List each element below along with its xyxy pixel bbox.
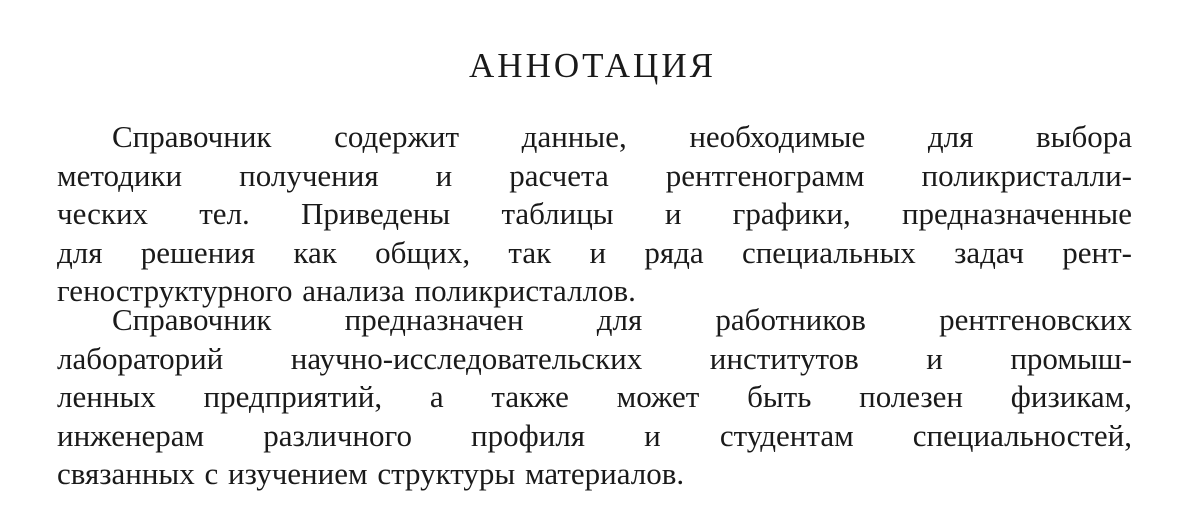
annotation-paragraph-1 xyxy=(57,118,1132,311)
paragraph-line: ческих тел. Приведены таблицы и графики, предназначенные xyxy=(57,196,1132,231)
paragraph-line: связанных с изучением структуры материалов. xyxy=(57,456,685,491)
page-title: АННОТАЦИЯ xyxy=(469,46,716,85)
paragraph-line: ленных предприятий, а также может быть полезен физикам, xyxy=(57,379,1132,414)
paragraph-line: для решения как общих, так и ряда специальных задач рент- xyxy=(57,234,1132,270)
paragraph-line: методики получения и расчета рентгенограмм поликристалли- xyxy=(57,157,1132,193)
paragraph-line: инженерам различного профиля и студентам специальностей, xyxy=(57,417,1132,453)
paragraph-line: Справочник предназначен для работников рентгеновских xyxy=(112,302,1132,337)
paragraph-line: лабораторий научно-исследовательских институтов и промыш- xyxy=(57,340,1132,376)
annotation-paragraph-2 xyxy=(57,301,1132,494)
paragraph-line: Справочник содержит данные, необходимые для выбора xyxy=(112,119,1132,154)
paragraph-line: геноструктурного анализа поликристаллов. xyxy=(57,273,636,308)
